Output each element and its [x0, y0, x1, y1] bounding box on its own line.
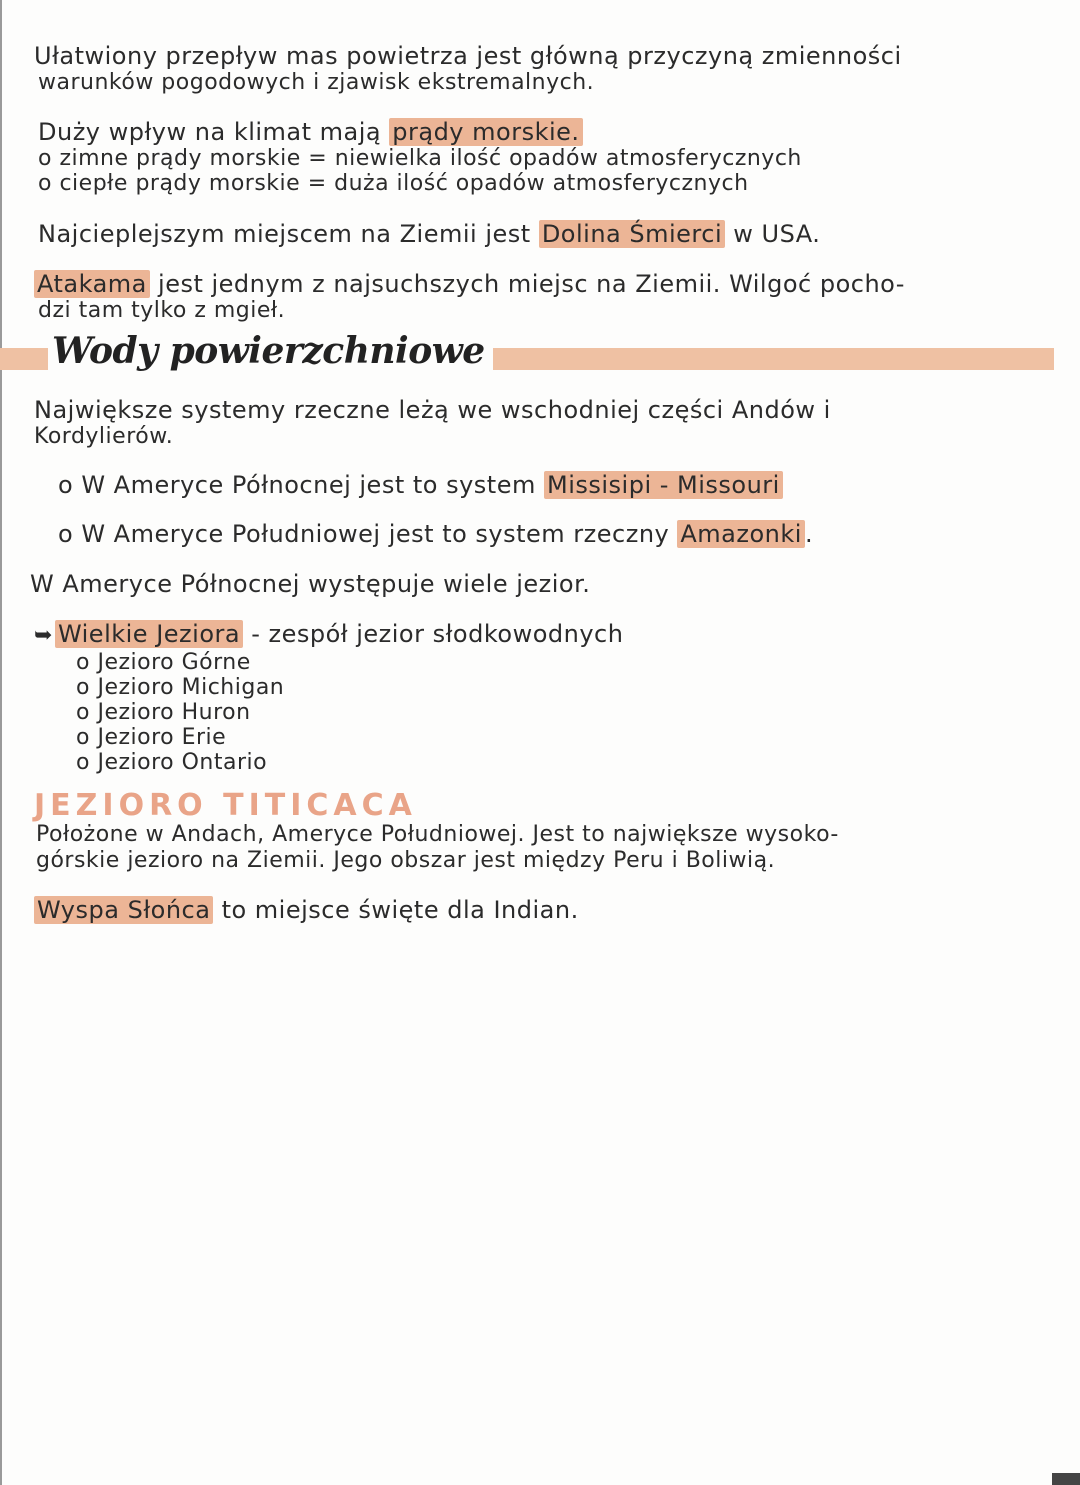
currents-lead: Duży wpływ na klimat mają: [38, 118, 390, 146]
atacama-highlight: Atakama: [34, 270, 150, 298]
air-masses-line-1: Ułatwiony przepływ mas powietrza jest główną przyczyną zmienności: [34, 42, 902, 70]
atacama-line-2: dzi tam tylko z mgieł.: [38, 298, 286, 323]
arrow-icon: ➥: [34, 623, 53, 648]
great-lakes-highlight: Wielkie Jeziora: [55, 620, 243, 648]
death-valley-highlight: Dolina Śmierci: [539, 220, 725, 248]
amazon-highlight: Amazonki: [677, 520, 805, 548]
lake-item: o Jezioro Erie: [76, 725, 227, 750]
warm-currents-line: o ciepłe prądy morskie = duża ilość opadów atmosferycznych: [38, 171, 749, 196]
titicaca-line-1: Położone w Andach, Ameryce Południowej. Jest to największe wysoko-: [36, 822, 839, 847]
river-bullet-tail: .: [804, 520, 814, 548]
lake-item: o Jezioro Michigan: [76, 675, 285, 700]
river-bullet-south: [58, 520, 813, 548]
lake-item: o Jezioro Ontario: [76, 750, 268, 775]
lake-item: o Jezioro Górne: [76, 650, 251, 675]
page-edge: [0, 0, 2, 1485]
lakes-intro: W Ameryce Północnej występuje wiele jezior.: [30, 570, 591, 598]
rivers-line-2: Kordylierów.: [34, 424, 174, 449]
scan-corner-mark: [1052, 1473, 1080, 1485]
mississippi-highlight: Missisipi - Missouri: [544, 471, 783, 499]
atacama-line-1: [34, 270, 905, 298]
titicaca-heading: JEZIORO TITICACA: [34, 788, 417, 823]
rivers-line-1: Największe systemy rzeczne leżą we wschodniej części Andów i: [34, 396, 831, 424]
hottest-tail: w USA.: [725, 220, 821, 248]
atacama-tail: jest jednym z najsuchszych miejsc na Ziemii. Wilgoć pocho-: [149, 270, 905, 298]
river-bullet-lead: o W Ameryce Północnej jest to system: [58, 471, 544, 499]
currents-intro: [38, 118, 583, 146]
island-tail: to miejsce święte dla Indian.: [213, 896, 579, 924]
hottest-lead: Najcieplejszym miejscem na Ziemii jest: [38, 220, 539, 248]
island-line: [34, 896, 579, 924]
great-lakes-tail: - zespół jezior słodkowodnych: [243, 620, 624, 648]
river-bullet-north: [58, 471, 783, 499]
air-masses-line-2: warunków pogodowych i zjawisk ekstremalnych.: [38, 70, 595, 95]
lake-item: o Jezioro Huron: [76, 700, 251, 725]
titicaca-line-2: górskie jezioro na Ziemii. Jego obszar jest między Peru i Boliwią.: [36, 848, 776, 873]
great-lakes-line: [34, 620, 623, 648]
cold-currents-line: o zimne prądy morskie = niewielka ilość opadów atmosferycznych: [38, 146, 802, 171]
section-heading: Wody powierzchniowe: [48, 330, 493, 372]
island-highlight: Wyspa Słońca: [34, 896, 213, 924]
river-bullet-lead: o W Ameryce Południowej jest to system rzeczny: [58, 520, 678, 548]
currents-highlight: prądy morskie.: [389, 118, 582, 146]
hottest-place-line: [38, 220, 820, 248]
